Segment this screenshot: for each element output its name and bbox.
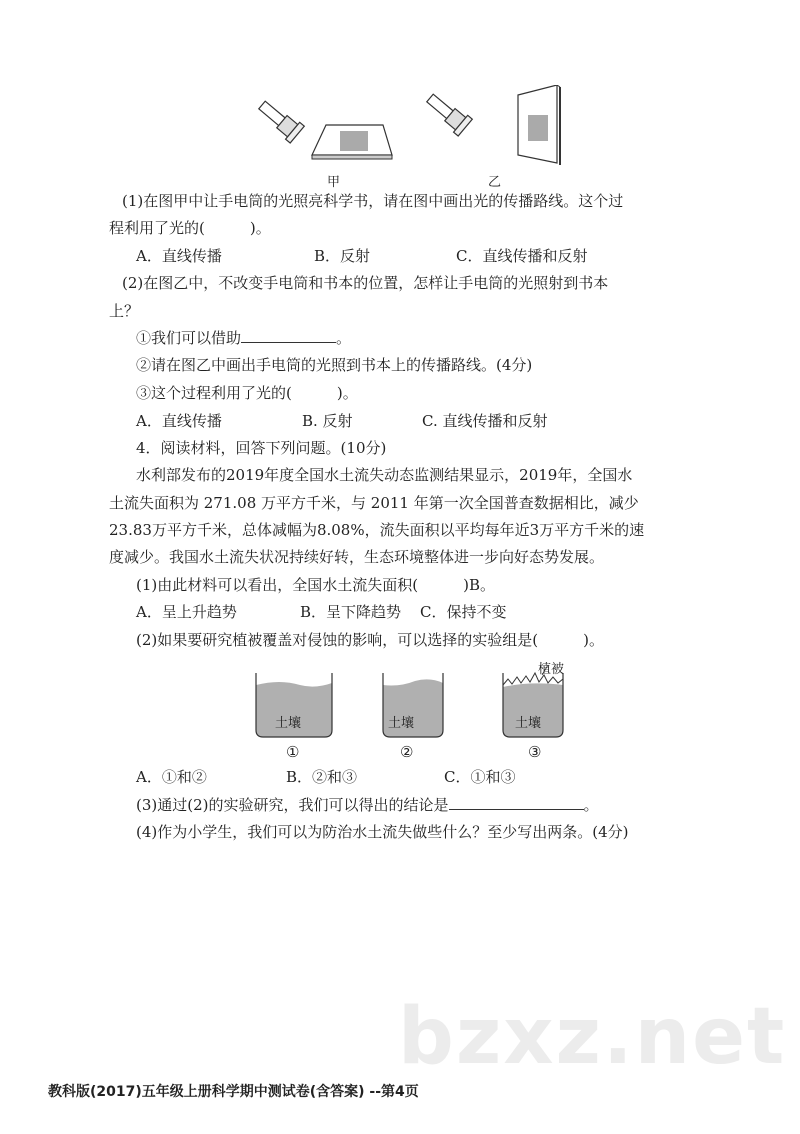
container-number-1: ① <box>286 743 300 761</box>
q4-part4-text: (4)作为小学生，我们可以为防治水土流失做些什么？至少写出两条。(4分) <box>136 823 629 841</box>
q4-part1-option-b: B．呈下降趋势 <box>300 603 402 621</box>
page-footer: 教科版(2017)五年级上册科学期中测试卷(含答案) --第4页 <box>48 1084 419 1100</box>
container-number-2: ② <box>400 743 414 761</box>
q4-part2-option-a: A．①和② <box>136 768 207 786</box>
q4-passage-line: 土流失面积为 271.08 万平方千米，与 2011 年第一次全国普查数据相比，减少 <box>109 494 639 512</box>
q3-sub1-text: ①我们可以借助 <box>136 329 242 347</box>
q4-part1-option-c: C．保持不变 <box>420 603 507 621</box>
figure-label-a: 甲 <box>327 175 341 190</box>
q4-part3-text: (3)通过(2)的实验研究，我们可以得出的结论是 <box>136 796 449 814</box>
figure-label-b: 乙 <box>488 175 502 190</box>
q4-part2-option-c: C．①和③ <box>444 768 516 786</box>
q3-sub3: ③这个过程利用了光的( )。 <box>136 384 358 402</box>
vegetation-label: 植被 <box>538 662 565 677</box>
q3-sub3-option-a: A．直线传播 <box>136 412 222 430</box>
flashlight-icon-a <box>255 97 304 143</box>
q4-part2-option-b: B．②和③ <box>286 768 358 786</box>
q4-passage-line: 23.83万平方千米，总体减幅为8.08%，流失面积以平均每年近3万平方千米的速 <box>109 521 645 539</box>
q4-part1-option-a: A．呈上升趋势 <box>136 603 237 621</box>
figure-flashlight-book <box>240 85 580 185</box>
q3-sub1 <box>136 328 351 348</box>
soil-label-3: 土壤 <box>515 716 542 731</box>
q4-part3 <box>136 795 599 815</box>
book-flat <box>312 125 392 159</box>
q3-part1-text: (1)在图甲中让手电筒的光照亮科学书，请在图中画出光的传播路线。这个过 <box>122 192 624 210</box>
soil-label-1: 土壤 <box>275 716 302 731</box>
answer-blank[interactable] <box>241 328 336 343</box>
q3-part2-text: (2)在图乙中，不改变手电筒和书本的位置，怎样让手电筒的光照射到书本 <box>122 274 609 292</box>
answer-blank[interactable] <box>449 795 584 810</box>
q4-passage-line: 度减少。我国水土流失状况持续好转，生态环境整体进一步向好态势发展。 <box>109 548 605 566</box>
q4-title: 4．阅读材料，回答下列问题。(10分) <box>136 439 387 457</box>
q3-part1-option-c: C．直线传播和反射 <box>456 247 588 265</box>
q3-part1-text-cont: 程利用了光的( )。 <box>109 219 271 237</box>
watermark: bzxz.net <box>398 992 787 1082</box>
q3-sub3-option-b: B. 反射 <box>302 412 353 430</box>
q4-passage-line: 水利部发布的2019年度全国水土流失动态监测结果显示，2019年，全国水 <box>136 466 633 484</box>
q3-part2-text-cont: 上？ <box>109 302 140 320</box>
q4-part2-text: (2)如果要研究植被覆盖对侵蚀的影响，可以选择的实验组是( )。 <box>136 631 604 649</box>
q4-part1-text: (1)由此材料可以看出，全国水土流失面积( )B。 <box>136 576 495 594</box>
q3-sub1-end: 。 <box>336 329 352 347</box>
q3-part1-option-b: B．反射 <box>314 247 371 265</box>
q3-part1-option-a: A．直线传播 <box>136 247 222 265</box>
q4-part3-end: 。 <box>583 796 599 814</box>
book-standing <box>518 85 560 165</box>
soil-label-2: 土壤 <box>388 716 415 731</box>
q3-sub2: ②请在图乙中画出手电筒的光照到书本上的传播路线。(4分) <box>136 356 533 374</box>
container-number-3: ③ <box>528 743 542 761</box>
q3-sub3-option-c: C. 直线传播和反射 <box>422 412 548 430</box>
flashlight-icon-b <box>423 90 472 136</box>
